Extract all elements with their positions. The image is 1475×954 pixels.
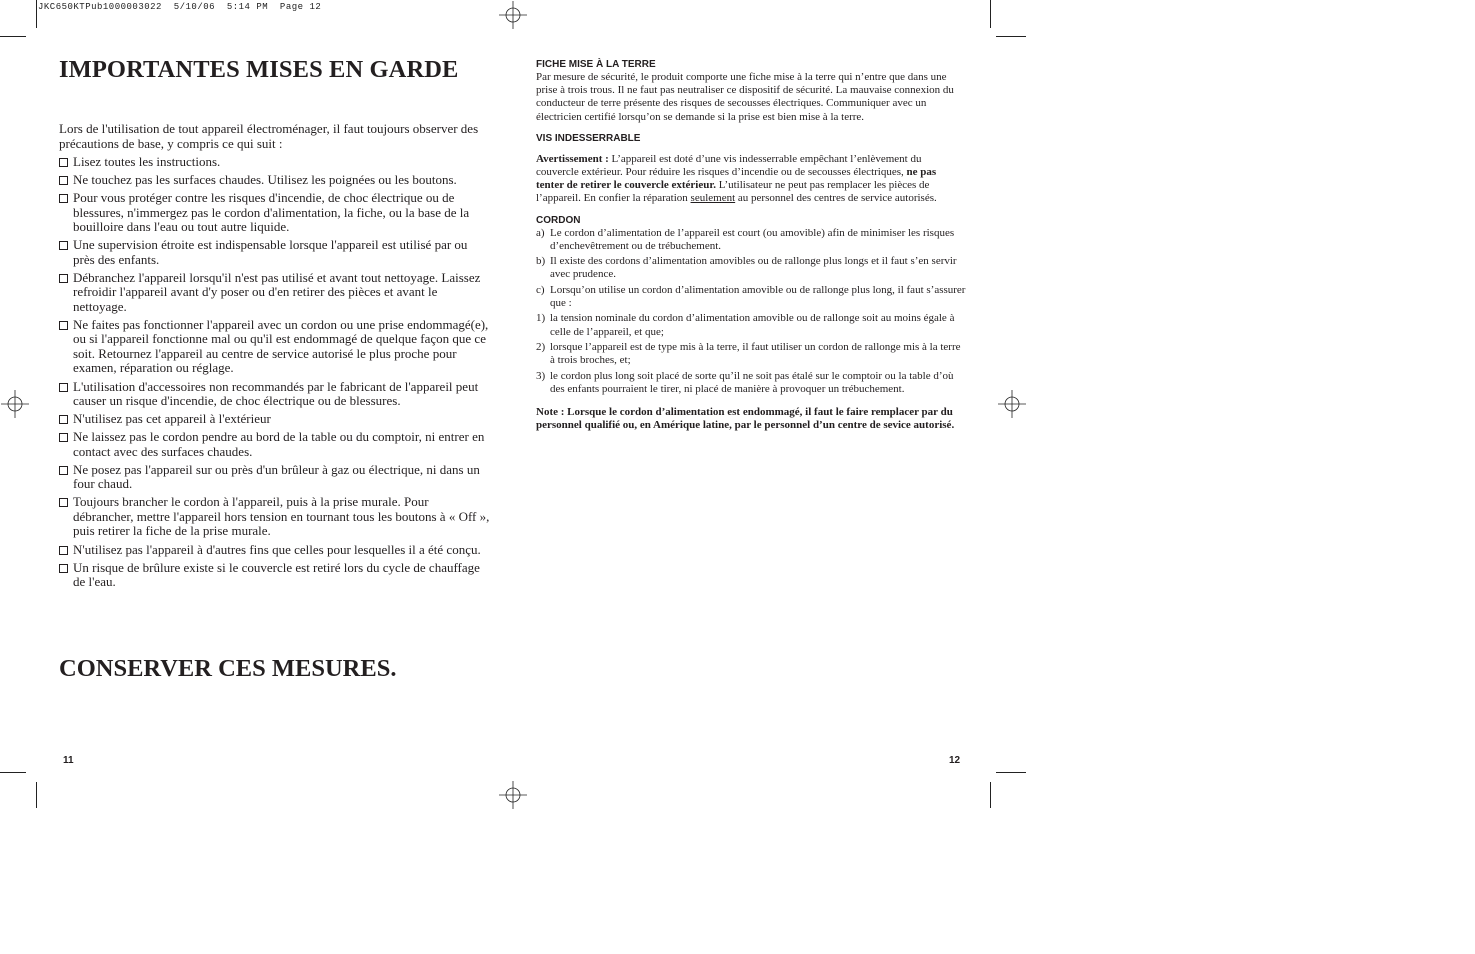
list-item: Lisez toutes les instructions. (59, 155, 491, 170)
list-item: Pour vous protéger contre les risques d'incendie, de choc électrique ou de blessures, n'immergez pas le cordon d'alimentation, la fiche, ou la base de la bouilloire dans l'eau ou tout autre liquide. (59, 191, 491, 235)
cord-list (536, 227, 966, 396)
tamper-screw-text: Avertissement : L’appareil est doté d’une vis indesserrable empêchant l’enlèvement du couvercle extérieur. Pour réduire les risques d’incendie ou de secousses électriques, ne pas tenter de retirer le couvercle extérieur. L’utilisateur ne peut pas remplacer les pièces de l’appareil. En confier la réparation seulement au personnel des centres de service autorisés. (536, 152, 937, 205)
list-label: c) (536, 283, 545, 296)
checkbox-bullet-icon (59, 241, 68, 250)
list-item: 1) la tension nominale du cordon d’alimentation amovible ou de rallonge soit au moins égale à celle de l’appareil, et que; (536, 312, 955, 338)
cord-note: Note : Lorsque le cordon d’alimentation est endommagé, il faut le faire remplacer par du personnel qualifié ou, en Amérique latine, par le personnel d’un centre de sevice autorisé. (536, 406, 955, 432)
checkbox-bullet-icon (59, 321, 68, 330)
tamper-screw-heading: VIS INDESSERRABLE (536, 132, 641, 144)
checkbox-bullet-icon (59, 546, 68, 555)
list-item: N'utilisez pas cet appareil à l'extérieur (59, 412, 491, 427)
list-item: Ne faites pas fonctionner l'appareil avec un cordon ou une prise endommagé(e), ou si l'appareil fonctionne mal ou qu'il est endommagé de quelque façon que ce soit. Retournez l'appareil au centre de service autorisé le plus proche pour examen, réparation ou réglage. (59, 318, 491, 376)
list-item: 3) le cordon plus long soit placé de sorte qu’il ne soit pas étalé sur le comptoir ou la table d’où des enfants pourraient le tirer, ni placé de manière à provoquer un trébuchement. (536, 369, 954, 395)
checkbox-bullet-icon (59, 415, 68, 424)
list-item: Ne posez pas l'appareil sur ou près d'un brûleur à gaz ou électrique, ni dans un four chaud. (59, 463, 491, 492)
checkbox-bullet-icon (59, 158, 68, 167)
checkbox-bullet-icon (59, 466, 68, 475)
list-label: 2) (536, 341, 546, 353)
ground-plug-text: Par mesure de sécurité, le produit comporte une fiche mise à la terre qui n’entre que dans une prise à trois trous. Il ne faut pas neutraliser ce dispositif de sécurité. La mauvaise connexion du conducteur de terre présente des risques de secousses électriques. Communiquer avec un électricien certifié lorsqu’on se demande si la prise est bien mise à la terre. (536, 71, 954, 123)
save-instructions-heading: CONSERVER CES MESURES. (59, 655, 397, 682)
list-item: 2) lorsque l’appareil est de type mis à la terre, il faut utiliser un cordon de rallonge mis à la terre à trois broches, et; (536, 341, 961, 367)
print-slug: JKC650KTPub1000003022 5/10/06 5:14 PM Page 12 (38, 2, 322, 12)
list-item: N'utilisez pas l'appareil à d'autres fins que celles pour lesquelles il a été conçu. (59, 543, 491, 558)
list-item: c) Lorsqu’on utilise un cordon d’alimentation amovible ou de rallonge plus long, il faut s’assurer que : (536, 283, 966, 310)
underlined-word: seulement (690, 192, 736, 205)
crop-mark (990, 0, 991, 28)
left-page (59, 56, 491, 593)
crop-mark (996, 772, 1026, 773)
warning-bold-text: ne pas tenter de retirer le couvercle extérieur. (536, 166, 937, 192)
crop-mark (0, 772, 26, 773)
checkbox-bullet-icon (59, 383, 68, 392)
list-item: Toujours brancher le cordon à l'appareil, puis à la prise murale. Pour débrancher, mettre l'appareil hors tension en tournant tous les boutons à « Off », puis retirer la fiche de la prise murale. (59, 495, 491, 539)
warning-label: Avertissement : (536, 152, 609, 165)
registration-mark-icon (1, 390, 29, 418)
page-number-left: 11 (63, 755, 74, 766)
registration-mark-icon (499, 1, 527, 29)
crop-mark (0, 36, 26, 37)
crop-mark (36, 782, 37, 808)
list-label: b) (536, 255, 546, 268)
cord-heading: CORDON (536, 214, 581, 226)
list-label: 1) (536, 312, 546, 325)
page-number-right: 12 (949, 755, 961, 766)
list-item: Un risque de brûlure existe si le couvercle est retiré lors du cycle de chauffage de l'eau. (59, 561, 491, 590)
list-item: Une supervision étroite est indispensable lorsque l'appareil est utilisé par ou près des enfants. (59, 238, 491, 267)
checkbox-bullet-icon (59, 433, 68, 442)
list-label: a) (536, 226, 545, 239)
crop-mark (996, 36, 1026, 37)
list-item: Ne laissez pas le cordon pendre au bord de la table ou du comptoir, ni entrer en contact avec des surfaces chaudes. (59, 430, 491, 459)
page-title: IMPORTANTES MISES EN GARDE (59, 56, 459, 83)
ground-plug-heading: FICHE MISE À LA TERRE (536, 59, 656, 70)
list-item: a) Le cordon d’alimentation de l’appareil est court (ou amovible) afin de minimiser les risques d’enchevêtrement ou de trébuchement. (536, 226, 955, 252)
checkbox-bullet-icon (59, 498, 68, 507)
list-item: Débranchez l'appareil lorsqu'il n'est pas utilisé et avant tout nettoyage. Laissez refroidir l'appareil avant d'y poser ou d'en retirer des pièces et avant le nettoyage. (59, 271, 491, 315)
safeguards-list (59, 155, 491, 590)
list-label: 3) (536, 369, 546, 382)
intro-text: Lors de l'utilisation de tout appareil électroménager, il faut toujours observer des précautions de base, y compris ce qui suit : (59, 121, 479, 151)
list-item: b) Il existe des cordons d’alimentation amovibles ou de rallonge plus longs et il faut s’en servir avec prudence. (536, 255, 957, 281)
crop-mark (990, 782, 991, 808)
checkbox-bullet-icon (59, 194, 68, 203)
checkbox-bullet-icon (59, 564, 68, 573)
checkbox-bullet-icon (59, 176, 68, 185)
checkbox-bullet-icon (59, 274, 68, 283)
right-page (536, 58, 966, 433)
list-item: Ne touchez pas les surfaces chaudes. Utilisez les poignées ou les boutons. (59, 173, 491, 188)
list-item: L'utilisation d'accessoires non recommandés par le fabricant de l'appareil peut causer un risque d'incendie, de choc électrique ou de blessures. (59, 380, 491, 409)
registration-mark-icon (998, 390, 1026, 418)
crop-mark (36, 0, 37, 28)
registration-mark-icon (499, 781, 527, 809)
